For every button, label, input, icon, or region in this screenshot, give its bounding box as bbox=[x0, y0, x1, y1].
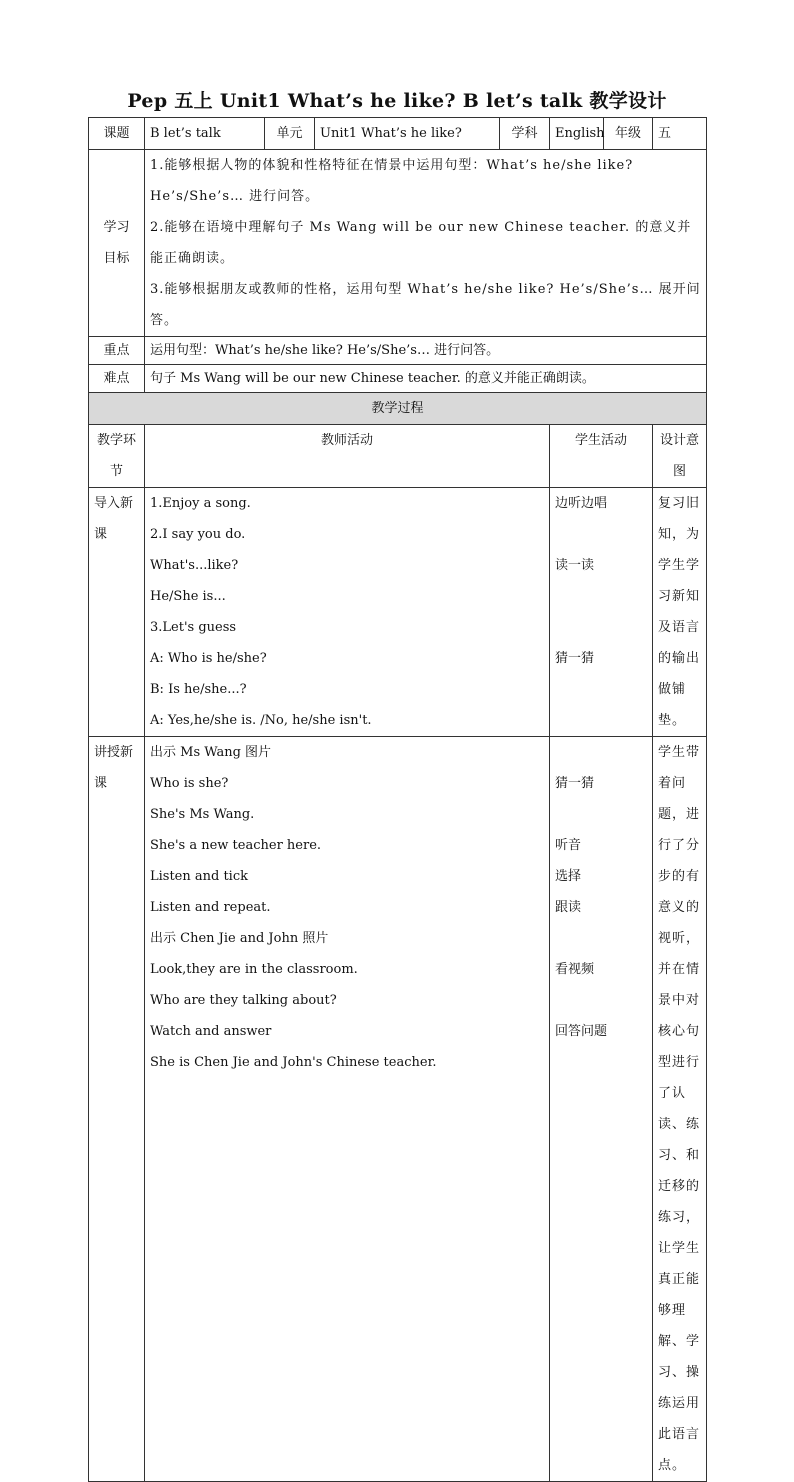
col-stage: 教学环节 bbox=[89, 425, 145, 488]
student-line: 猜一猜 bbox=[555, 651, 595, 666]
process-header: 教学过程 bbox=[89, 393, 707, 425]
intent-cell: 学生带着问题，进行了分步的有意义的视听，并在情景中对核心句型进行了认读、练习、和迁移的练习，让学生真正能够理解、学习、操练运用此语言点。 bbox=[653, 737, 707, 1482]
teacher-line: Who is she? bbox=[150, 776, 229, 791]
student-line bbox=[555, 923, 647, 954]
teacher-cell bbox=[145, 737, 550, 1482]
student-line bbox=[555, 985, 647, 1016]
student-line: 跟读 bbox=[555, 900, 582, 915]
student-line bbox=[555, 581, 647, 612]
teacher-line: What's...like? bbox=[150, 558, 239, 573]
objective-item-3: 3.能够根据朋友或教师的性格，运用句型 What’s he/she like? He’s/She’s… 展开问答。 bbox=[150, 282, 701, 328]
teacher-line: 3.Let's guess bbox=[150, 620, 237, 635]
col-student: 学生活动 bbox=[550, 425, 653, 488]
teacher-cell bbox=[145, 488, 550, 737]
unit-value: Unit1 What’s he like? bbox=[315, 118, 500, 150]
teacher-line: 出示 Chen Jie and John 照片 bbox=[150, 931, 329, 946]
key-point-row bbox=[89, 337, 707, 365]
key-point-value: 运用句型：What’s he/she like? He’s/She’s… 进行问答。 bbox=[145, 337, 707, 365]
teacher-line: She's Ms Wang. bbox=[150, 807, 255, 822]
student-cell bbox=[550, 737, 653, 1482]
stage-cell: 导入新课 bbox=[89, 488, 145, 737]
subject-label: 学科 bbox=[500, 118, 550, 150]
objectives-row bbox=[89, 150, 707, 337]
student-line: 读一读 bbox=[555, 558, 595, 573]
grade-label: 年级 bbox=[604, 118, 653, 150]
lesson-plan-table bbox=[88, 117, 707, 1482]
page-title: Pep 五上 Unit1 What’s he like? B let’s talk 教学设计 bbox=[127, 90, 667, 112]
teacher-line: B: Is he/she...? bbox=[150, 682, 247, 697]
objectives-content bbox=[145, 150, 707, 337]
teacher-line: He/She is... bbox=[150, 589, 226, 604]
stage-cell: 讲授新课 bbox=[89, 737, 145, 1482]
student-cell bbox=[550, 488, 653, 737]
teacher-line: Look,they are in the classroom. bbox=[150, 962, 358, 977]
student-line bbox=[555, 737, 647, 768]
objectives-label-line2: 目标 bbox=[103, 251, 130, 266]
topic-value: B let’s talk bbox=[145, 118, 265, 150]
difficulty-row bbox=[89, 365, 707, 393]
section-new-lesson-row bbox=[89, 737, 707, 1482]
info-row bbox=[89, 118, 707, 150]
student-line bbox=[555, 674, 647, 705]
section-intro-row bbox=[89, 488, 707, 737]
student-line: 回答问题 bbox=[555, 1024, 608, 1039]
student-line bbox=[555, 1047, 647, 1078]
topic-label: 课题 bbox=[89, 118, 145, 150]
intent-cell: 复习旧知，为学生学习新知及语言的输出做铺垫。 bbox=[653, 488, 707, 737]
student-line: 边听边唱 bbox=[555, 496, 608, 511]
student-line: 看视频 bbox=[555, 962, 595, 977]
objective-item-1: 1.能够根据人物的体貌和性格特征在情景中运用句型：What’s he/she like? He’s/She’s… 进行问答。 bbox=[150, 158, 634, 204]
teacher-line: 1.Enjoy a song. bbox=[150, 496, 251, 511]
subject-value: English bbox=[550, 118, 604, 150]
teacher-line: Watch and answer bbox=[150, 1024, 272, 1039]
key-point-label: 重点 bbox=[89, 337, 145, 365]
grade-value: 五 bbox=[653, 118, 707, 150]
process-columns-row bbox=[89, 425, 707, 488]
objective-item-2: 2.能够在语境中理解句子 Ms Wang will be our new Chinese teacher. 的意义并能正确朗读。 bbox=[150, 220, 692, 266]
col-intent: 设计意图 bbox=[653, 425, 707, 488]
teacher-line: She is Chen Jie and John's Chinese teacher. bbox=[150, 1055, 437, 1070]
difficulty-value: 句子 Ms Wang will be our new Chinese teacher. 的意义并能正确朗读。 bbox=[145, 365, 707, 393]
teacher-line: Listen and tick bbox=[150, 869, 249, 884]
teacher-line: A: Yes,he/she is. /No, he/she isn't. bbox=[150, 713, 372, 728]
objectives-label-line1: 学习 bbox=[103, 220, 130, 235]
objectives-label bbox=[89, 150, 145, 337]
teacher-line: Who are they talking about? bbox=[150, 993, 337, 1008]
student-line: 选择 bbox=[555, 869, 582, 884]
teacher-line: 出示 Ms Wang 图片 bbox=[150, 745, 272, 760]
teacher-line: A: Who is he/she? bbox=[150, 651, 267, 666]
student-line: 听音 bbox=[555, 838, 582, 853]
col-teacher: 教师活动 bbox=[145, 425, 550, 488]
teacher-line: She's a new teacher here. bbox=[150, 838, 322, 853]
student-line bbox=[555, 612, 647, 643]
difficulty-label: 难点 bbox=[89, 365, 145, 393]
student-line bbox=[555, 519, 647, 550]
teacher-line: 2.I say you do. bbox=[150, 527, 246, 542]
student-line bbox=[555, 799, 647, 830]
teacher-line: Listen and repeat. bbox=[150, 900, 271, 915]
student-line bbox=[555, 705, 647, 736]
student-line: 猜一猜 bbox=[555, 776, 595, 791]
process-header-row bbox=[89, 393, 707, 425]
unit-label: 单元 bbox=[265, 118, 315, 150]
